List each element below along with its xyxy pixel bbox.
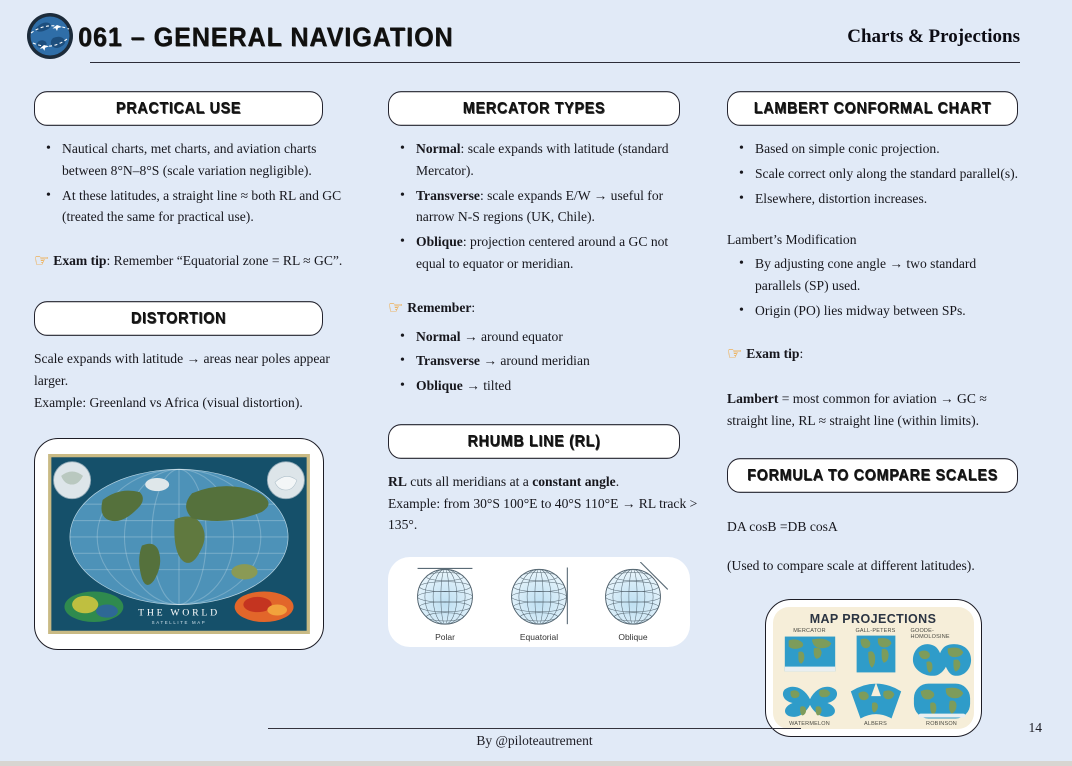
- page-title: 061 – GENERAL NAVIGATION: [78, 22, 454, 53]
- footer-divider: [268, 728, 801, 729]
- column-left: [34, 92, 364, 650]
- list-item: • By adjusting cone angle → two standard parallels (SP) used.: [737, 253, 1022, 297]
- pointing-finger-icon: ☞: [34, 251, 50, 271]
- map-projections-title: MAP PROJECTIONS: [809, 612, 937, 627]
- list-item: • Transverse → around meridian: [398, 350, 698, 372]
- pointing-finger-icon: ☞: [727, 344, 743, 365]
- world-satellite-map-image: [48, 454, 310, 634]
- remember-tip: ☞ Remember:: [388, 297, 476, 318]
- section-title-practical-use: PRACTICAL USE: [34, 91, 323, 126]
- globe-oblique: [595, 562, 671, 642]
- scale-formula: DA cosB =DB cosA: [727, 518, 838, 534]
- projection-mercator: MERCATOR: [779, 628, 841, 680]
- list-item: • Based on simple conic projection.: [737, 138, 1022, 160]
- section-title-mercator-types: MERCATOR TYPES: [388, 91, 680, 126]
- page-subtitle: Charts & Projections: [847, 26, 1020, 47]
- list-item: • Elsewhere, distortion increases.: [737, 188, 1022, 210]
- pointing-finger-icon: ☞: [388, 297, 404, 318]
- globe-airplanes-logo-icon: [27, 13, 73, 59]
- lambert-modification-list: [737, 253, 1019, 321]
- map-projections-figure: [765, 599, 982, 737]
- exam-tip: ☞ Exam tip:: [727, 344, 804, 365]
- projection-goode-homolosine: GOODE-HOMOLOSINE: [911, 628, 973, 680]
- rhumb-line-text: RL cuts all meridians at a constant angle. Example: from 30°S 100°E to 40°S 110°E → RL track > 135°.: [388, 473, 698, 533]
- section-title-lambert: LAMBERT CONFORMAL CHART: [727, 91, 1018, 126]
- list-item: • Origin (PO) lies midway between SPs.: [737, 300, 1022, 322]
- list-item: • Normal: scale expands with latitude (standard Mercator).: [398, 138, 698, 182]
- section-title-formula: FORMULA TO COMPARE SCALES: [727, 458, 1018, 493]
- list-item: • Scale correct only along the standard parallel(s).: [737, 163, 1022, 185]
- exam-tip-label: Exam tip: [53, 253, 107, 268]
- globe-polar: [407, 562, 483, 642]
- globe-label: Equatorial: [519, 632, 559, 643]
- scale-formula-note: (Used to compare scale at different latitudes).: [727, 557, 975, 573]
- list-item: • Oblique: projection centered around a GC not equal to equator or meridian.: [398, 231, 698, 275]
- globe-equatorial: [501, 562, 577, 642]
- globe-label: Oblique: [618, 632, 648, 643]
- map-projections-poster: [773, 607, 974, 729]
- map-caption-subtitle: SATELLITE MAP: [151, 620, 207, 626]
- lambert-list: [737, 138, 1019, 209]
- globe-label: Polar: [435, 632, 455, 643]
- projection-gall-peters: GALL-PETERS: [845, 628, 907, 680]
- column-right: [727, 92, 1019, 737]
- remember-list: [398, 326, 690, 397]
- footer-credit: By @piloteautrement: [476, 733, 593, 748]
- world-map-figure: [34, 438, 324, 650]
- list-item: • At these latitudes, a straight line ≈ both RL and GC (treated the same for practical use).: [44, 185, 344, 229]
- projection-robinson: ROBINSON: [911, 681, 973, 727]
- practical-use-list: [44, 138, 364, 228]
- lambert-modification-heading: Lambert’s Modification: [727, 232, 857, 248]
- section-title-distortion: DISTORTION: [34, 301, 323, 336]
- globe-aspects-figure: [388, 557, 690, 647]
- page-header: [0, 0, 1072, 62]
- list-item: • Oblique → tilted: [398, 375, 698, 397]
- list-item: • Transverse: scale expands E/W → useful for narrow N-S regions (UK, Chile).: [398, 185, 698, 229]
- list-item: • Normal → around equator: [398, 326, 698, 348]
- list-item: • Nautical charts, met charts, and aviation charts between 8°N–8°S (scale variation negligible).: [44, 138, 344, 182]
- exam-tip: [34, 248, 364, 275]
- lambert-summary: Lambert = most common for aviation → GC ≈ straight line, RL ≈ straight line (within limits).: [727, 391, 987, 429]
- distortion-text: Scale expands with latitude → areas near poles appear larger. Example: Greenland vs Africa (visual distortion).: [34, 351, 330, 410]
- mercator-types-list: [398, 138, 690, 275]
- header-divider: [90, 62, 1020, 63]
- exam-tip-text: : Remember “Equatorial zone = RL ≈ GC”.: [106, 253, 343, 268]
- projection-albers: ALBERS: [845, 681, 907, 727]
- map-caption-title: THE WORLD: [138, 607, 220, 619]
- column-middle: [388, 92, 698, 647]
- section-title-rhumb-line: RHUMB LINE (RL): [388, 424, 680, 459]
- page-number: 14: [1028, 720, 1042, 735]
- projection-watermelon: WATERMELON: [779, 681, 841, 727]
